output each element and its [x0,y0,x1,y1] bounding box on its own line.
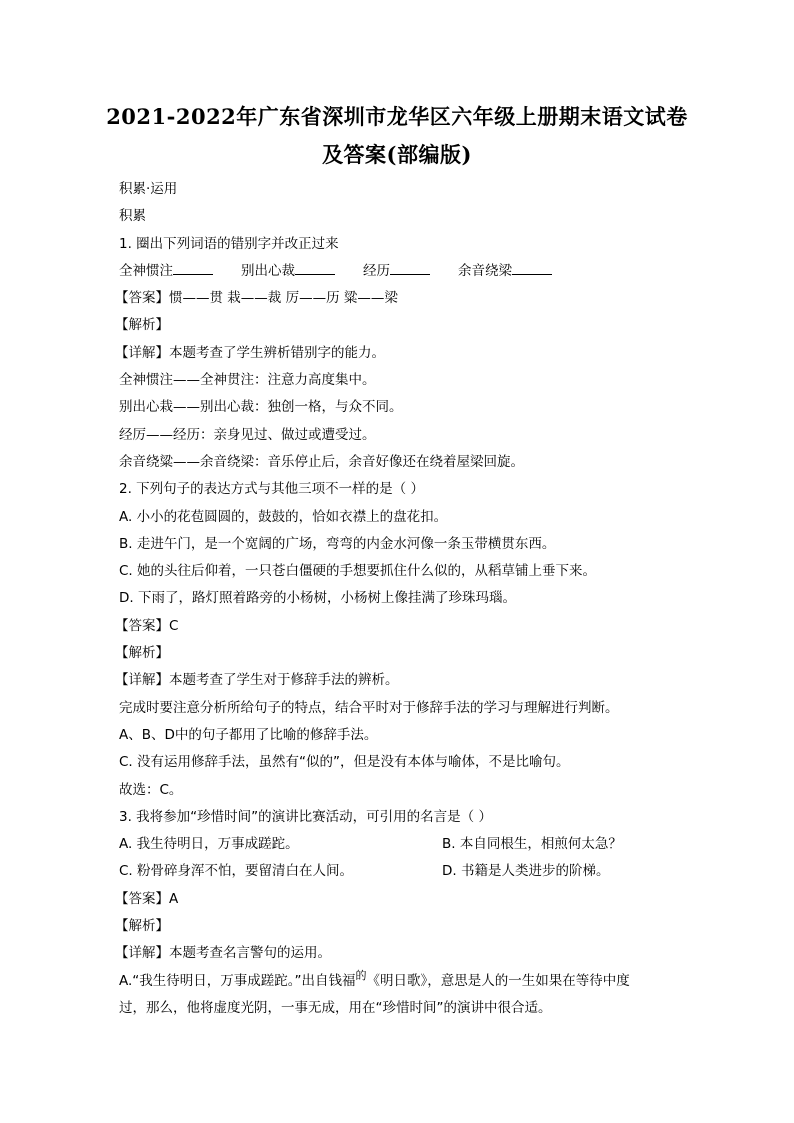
option-left: C. 粉骨碎身浑不怕，要留清白在人间。 [119,863,354,880]
text-line: D. 下雨了，路灯照着路旁的小杨树，小杨树上像挂满了珍珠玛瑙。 [119,590,516,607]
superscript-char: 的 [355,968,367,982]
document-title: 2021-2022年广东省深圳市龙华区六年级上册期末语文试卷 [106,104,688,129]
text-line: 1. 圈出下列词语的错别字并改正过来 [119,235,339,252]
text-line: A. 小小的花苞圆圆的，鼓鼓的，恰如衣襟上的盘花扣。 [119,508,448,525]
text-line: A、B、D中的句子都用了比喻的修辞手法。 [119,726,378,743]
answer-blank [173,260,213,275]
text-line: 积累·运用 [119,181,178,197]
text-line: 别出心栽——别出心裁：独创一格，与众不同。 [119,399,403,416]
document-title-line2: 及答案(部编版) [322,142,472,167]
text-line: 完成时要注意分析所给句子的特点，结合平时对于修辞手法的学习与理解进行判断。 [119,699,619,716]
text-line: 【答案】A [115,890,179,907]
answer-blank [512,260,552,275]
text-line: 【解析】 [115,645,169,662]
option-left: A. 我生待明日，万事成蹉跎。 [119,836,299,853]
text-line: 全神惯注——全神贯注：注意力高度集中。 [119,372,376,389]
blank-word: 经历 [363,262,390,279]
options-row [119,833,689,860]
text-line: 【详解】本题考查了学生对于修辞手法的辨析。 [115,672,399,689]
text-line: 【解析】 [115,317,169,334]
option-right: B. 本自同根生，相煎何太急？ [442,836,622,853]
text-line: 【答案】C [115,617,179,634]
text-line: 积累 [119,208,146,225]
text-line: 故选：C。 [119,781,183,798]
text-line: 2. 下列句子的表达方式与其他三项不一样的是（ ） [119,481,424,498]
fill-in-blanks-row [119,260,689,287]
text-line [119,970,689,997]
text-line: C. 她的头往后仰着，一只苍白僵硬的手想要抓住什么似的，从稻草铺上垂下来。 [119,563,597,580]
text-part: A.“我生待明日，万事成蹉跎。”出自钱福 [119,972,356,989]
options-row [119,860,689,887]
blank-word: 别出心裁 [241,262,295,279]
option-right: D. 书籍是人类进步的阶梯。 [442,863,610,880]
text-line: C. 没有运用修辞手法，虽然有“似的”，但是没有本体与喻体，不是比喻句。 [119,754,570,771]
text-line: 【答案】惯——贯 栽——裁 厉——历 粱——梁 [115,290,398,307]
answer-blank [295,260,335,275]
text-line: 过，那么，他将虚度光阴，一事无成，用在“珍惜时间”的演讲中很合适。 [119,999,552,1016]
document-body [115,178,689,1024]
text-line: 【详解】本题考查了学生辨析错别字的能力。 [115,344,385,361]
text-line: 余音绕粱——余音绕梁：音乐停止后，余音好像还在绕着屋梁回旋。 [119,453,524,470]
text-part: 《明日歌》，意思是人的一生如果在等待中度 [366,972,630,989]
text-line: 【解析】 [115,918,169,935]
blank-word: 余音绕梁 [458,262,512,279]
text-line: 【详解】本题考查名言警句的运用。 [115,945,331,962]
text-line: 经厉——经历：亲身见过、做过或遭受过。 [119,426,376,443]
text-line: B. 走进午门，是一个宽阔的广场，弯弯的内金水河像一条玉带横贯东西。 [119,535,556,552]
blank-word: 全神惯注 [119,262,173,279]
answer-blank [390,260,430,275]
text-line: 3. 我将参加“珍惜时间”的演讲比赛活动，可引用的名言是（ ） [119,808,492,825]
